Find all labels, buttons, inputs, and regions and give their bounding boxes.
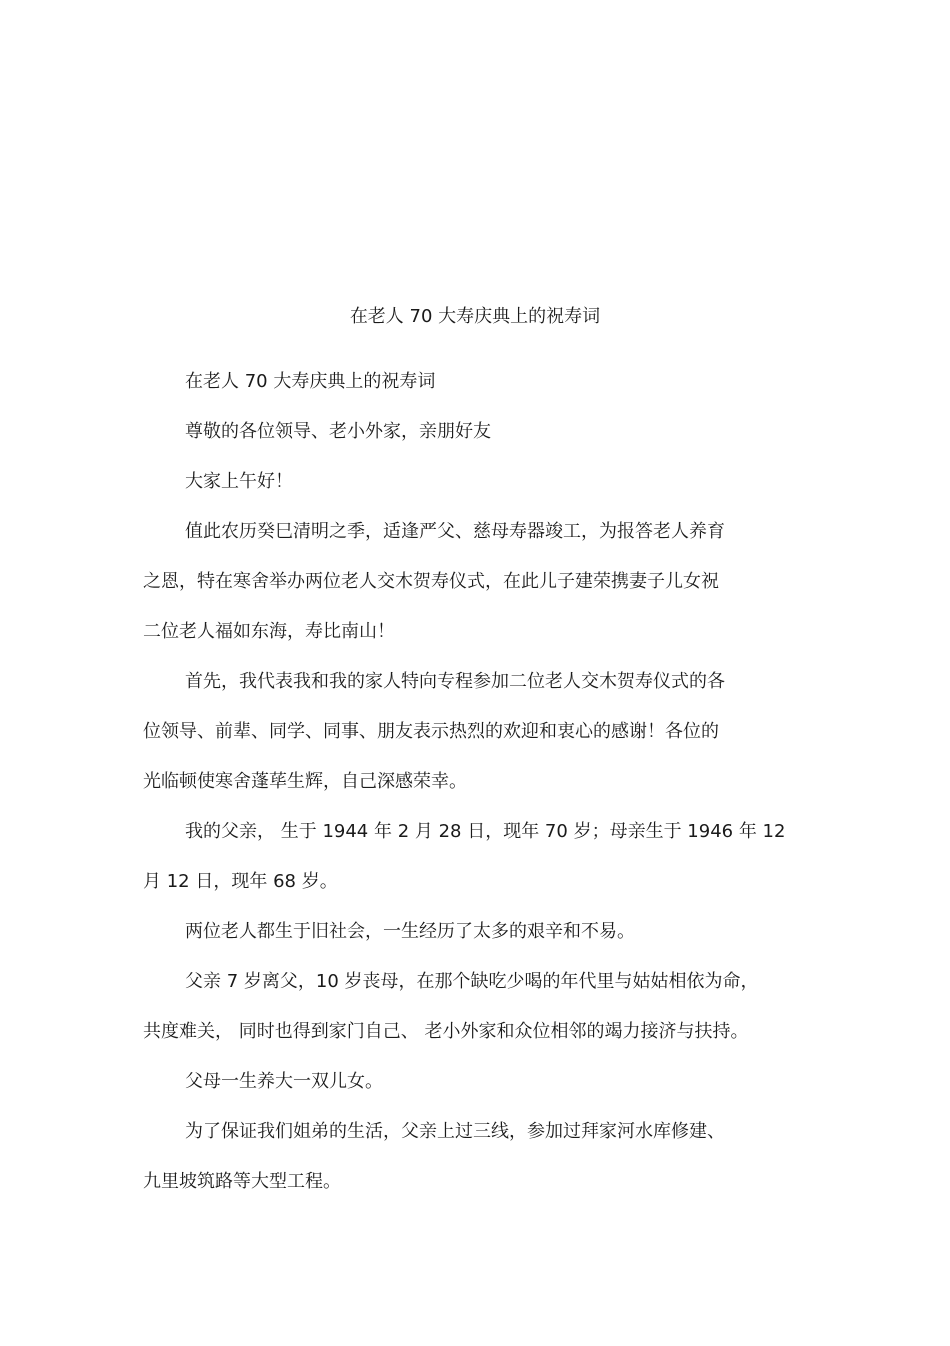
paragraph-line: 九里坡筑路等大型工程。 [143,1171,341,1192]
paragraph-line: 我的父亲， 生于 1944 年 2 月 28 日，现年 70 岁；母亲生于 1946 年 12 [185,821,786,842]
paragraph-line: 值此农历癸巳清明之季，适逢严父、慈母寿器竣工，为报答老人养育 [185,521,725,542]
paragraph-line: 为了保证我们姐弟的生活，父亲上过三线，参加过拜家河水库修建、 [185,1121,725,1142]
document-title: 在老人 70 大寿庆典上的祝寿词 [349,306,601,327]
paragraph-line: 在老人 70 大寿庆典上的祝寿词 [185,371,436,392]
paragraph-line: 月 12 日，现年 68 岁。 [143,871,338,892]
paragraph-line: 两位老人都生于旧社会，一生经历了太多的艰辛和不易。 [185,921,635,942]
paragraph-line: 父亲 7 岁离父，10 岁丧母，在那个缺吃少喝的年代里与姑姑相依为命， [185,971,759,992]
paragraph-line: 光临顿使寒舍蓬荜生辉，自己深感荣幸。 [143,771,467,792]
paragraph-line: 首先，我代表我和我的家人特向专程参加二位老人交木贺寿仪式的各 [185,671,725,692]
paragraph-line: 位领导、前辈、同学、同事、朋友表示热烈的欢迎和衷心的感谢！各位的 [143,721,719,742]
paragraph-line: 大家上午好！ [185,471,293,492]
paragraph-line: 之恩，特在寒舍举办两位老人交木贺寿仪式，在此儿子建荣携妻子儿女祝 [143,571,719,592]
paragraph-line: 尊敬的各位领导、老小外家，亲朋好友 [185,421,491,442]
paragraph-line: 二位老人福如东海，寿比南山！ [143,621,395,642]
paragraph-line: 父母一生养大一双儿女。 [185,1071,383,1092]
paragraph-line: 共度难关， 同时也得到家门自己、 老小外家和众位相邻的竭力接济与扶持。 [143,1021,749,1042]
